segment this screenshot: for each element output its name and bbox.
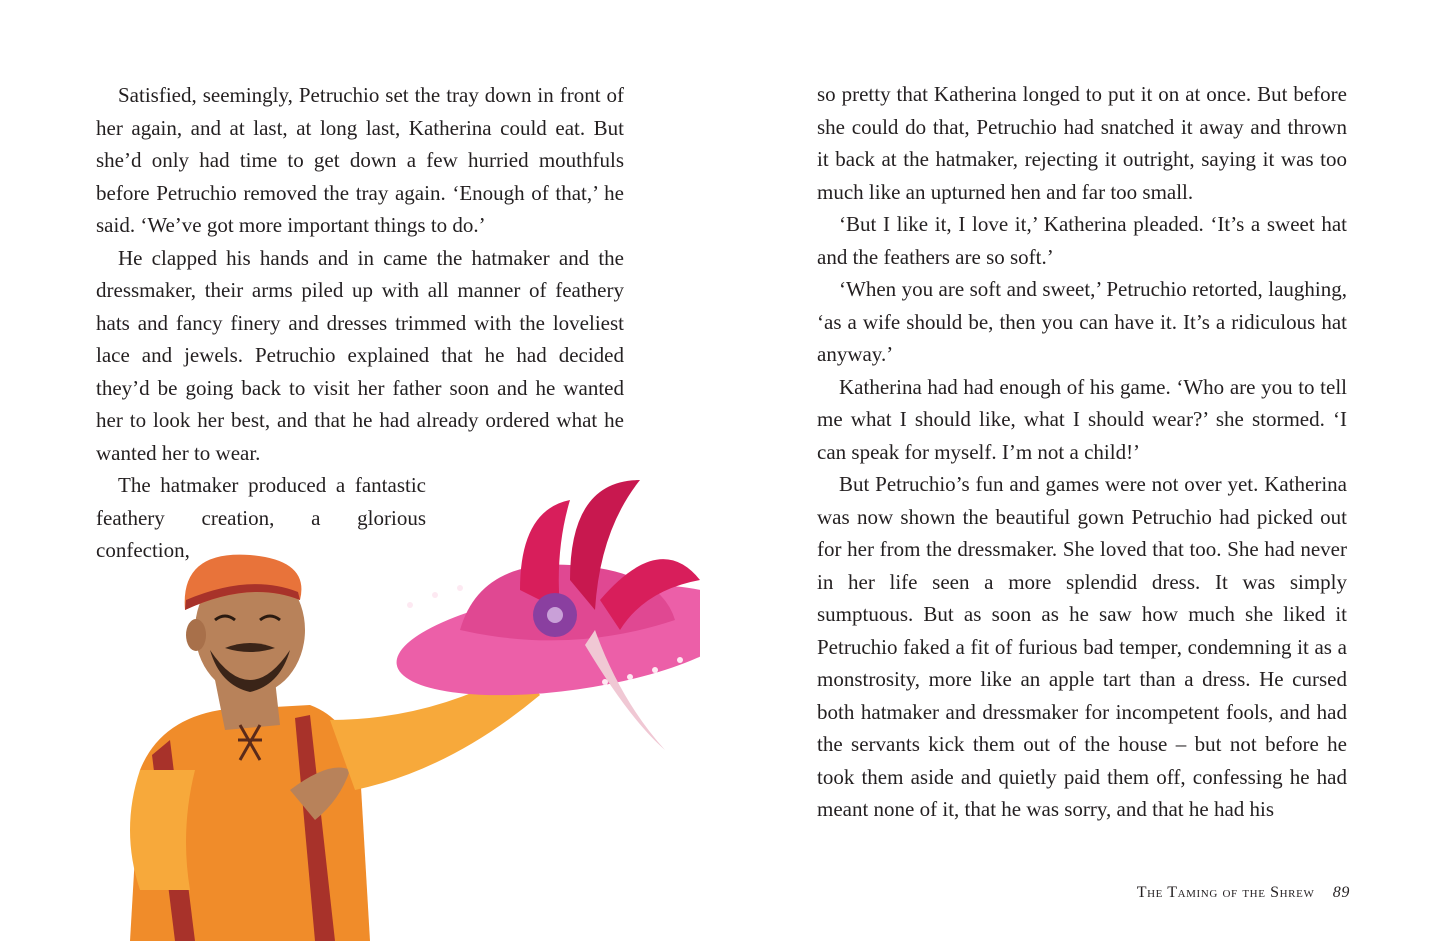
- left-sleeve: [130, 770, 195, 890]
- paragraph: Katherina had had enough of his game. ‘Who are you to tell me what I should like, what I should wear?’ she stormed. ‘I can speak for myself. I’m not a child!’: [817, 374, 1347, 464]
- paragraph: He clapped his hands and in came the hatmaker and the dressmaker, their arms piled up with all manner of feathery hats and fancy finery and dresses trimmed with the loveliest lace and jewels. Petruchio explained that he had decided they’d be going back to visit her father soon and he wanted her to look her best, and that he had already ordered what he wanted her to wear.: [96, 245, 624, 465]
- page-number: 89: [1332, 884, 1350, 901]
- paragraph: The hatmaker produced a fantastic feathery creation, a glorious confection,: [96, 473, 426, 562]
- flower-center: [547, 607, 563, 623]
- right-page-text: [817, 78, 1347, 826]
- ear: [186, 619, 206, 651]
- paragraph: Satisfied, seemingly, Petruchio set the tray down in front of her again, and at last, at long last, Katherina could eat. But she’d only had time to get down a few hurried mouthfuls before Petruchio removed the tray again. ‘Enough of that,’ he said. ‘We’ve got more important things to do.’: [96, 83, 624, 237]
- paragraph: so pretty that Katherina longed to put it on at once. But before she could do that, Petruchio had snatched it away and thrown it back at the hatmaker, rejecting it outright, saying it was too much like an upturned hen and far too small.: [817, 82, 1347, 204]
- running-title: The Taming of the Shrew: [1136, 884, 1315, 901]
- paragraph: But Petruchio’s fun and games were not over yet. Katherina was now shown the beautiful gown Petruchio had picked out for her from the dressmaker. She loved that too. She had never in her life seen a more splendid dress. It was simply sumptuous. But as soon as he saw how much she liked it Petruchio faked a fit of furious bad temper, condemning it as a monstrosity, more like an apple tart than a dress. He cursed both hatmaker and dressmaker for incompetent fools, and had the servants kick them out of the house – but not before he took them aside and quietly paid them off, confessing he had meant none of it, that he was sorry, and that he had his: [817, 472, 1347, 821]
- hatmaker-illustration: [100, 470, 700, 941]
- running-footer: [1060, 884, 1350, 902]
- paragraph: ‘But I like it, I love it,’ Katherina pleaded. ‘It’s a sweet hat and the feathers are so soft.’: [817, 212, 1347, 269]
- paragraph: ‘When you are soft and sweet,’ Petruchio retorted, laughing, ‘as a wife should be, then you can have it. It’s a ridiculous hat anyway.’: [817, 277, 1347, 366]
